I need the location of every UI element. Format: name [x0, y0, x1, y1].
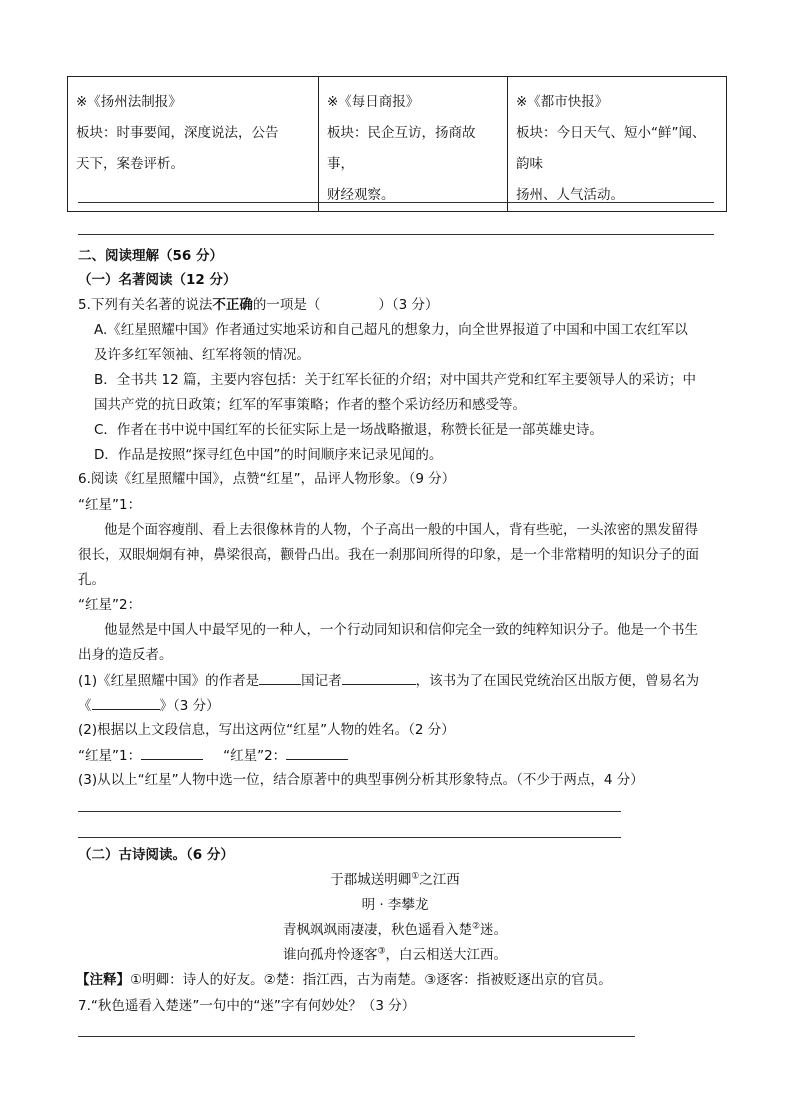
newspaper-blocks: 板块：民企互访，扬商故事， 财经观察。	[327, 125, 476, 203]
star-1-passage-end: 孔。	[78, 572, 105, 588]
alt-title-blank[interactable]	[92, 695, 160, 710]
poem-notes: 【注释】①明卿：诗人的好友。②楚：指江西，古为南楚。③逐客：指被贬逐出京的官员。	[76, 972, 612, 988]
star-1-passage-cont: 很长，双眼炯炯有神，鼻梁很高，颧骨凸出。我在一刹那间所得的印象，是一个非常精明的知识分子的面	[78, 547, 699, 563]
question-6-1-cont: 《 》（3 分）	[78, 695, 220, 716]
part-title: （一）名著阅读（12 分）	[78, 272, 237, 288]
poem-author: 明 · 李攀龙	[361, 897, 429, 913]
star-2-name-blank[interactable]	[286, 745, 348, 760]
question-6-2-answers: “红星”1： “红星”2：	[78, 745, 348, 766]
answer-line[interactable]	[78, 234, 714, 235]
star-2-label: “红星”2：	[78, 597, 142, 613]
star-1-label: “红星”1：	[78, 497, 142, 513]
option-b-cont: 国共产党的抗日政策；红军的军事策略；作者的整个采访经历和感受等。	[94, 397, 526, 413]
option-d: D．作品是按照“探寻红色中国”的时间顺序来记录见闻的。	[94, 447, 443, 463]
poem-line-1: 青枫飒飒雨凄凄，秋色遥看入楚②迷。	[282, 921, 508, 938]
question-6-stem: 6.阅读《红星照耀中国》，点赞“红星”，品评人物形象。（9 分）	[78, 471, 456, 487]
newspaper-name: ※《每日商报》	[327, 94, 420, 110]
star-1-name-blank[interactable]	[141, 745, 203, 760]
newspaper-blocks: 板块：时事要闻，深度说法，公告 天下，案卷评析。	[76, 125, 279, 172]
question-6-3: (3)从以上“红星”人物中选一位，结合原著中的典型事例分析其形象特点。（不少于两点，4 分）	[78, 772, 644, 788]
question-6-2: (2)根据以上文段信息，写出这两位“红星”人物的姓名。（2 分）	[78, 722, 455, 738]
option-a: A.《红星照耀中国》作者通过实地采访和自己超凡的想象力，向全世界报道了中国和中国工农红军以	[94, 322, 688, 338]
newspaper-name: ※《都市快报》	[516, 94, 609, 110]
poem-line-2: 谁向孤舟怜逐客③，白云相送大江西。	[282, 946, 508, 963]
question-7: 7.“秋色遥看入楚迷”一句中的“迷”字有何妙处？（3 分）	[78, 998, 416, 1014]
option-b: B．全书共 12 篇，主要内容包括：关于红军长征的介绍；对中国共产党和红军主要领导人的采访；中	[94, 372, 697, 388]
star-1-passage: 他是个面容瘦削、看上去很像林肯的人物，个子高出一般的中国人，背有些驼，一头浓密的黑发留得	[104, 522, 698, 538]
part-title: （二）古诗阅读。（6 分）	[78, 847, 234, 863]
author-name-blank[interactable]	[342, 670, 416, 685]
newspaper-cell-metro	[508, 77, 727, 212]
question-5-stem: 5.下列有关名著的说法不正确的一项是（ ）（3 分）	[78, 297, 439, 313]
star-2-passage: 他显然是中国人中最罕见的一种人，一个行动同知识和信仰完全一致的纯粹知识分子。他是一个书生	[104, 622, 698, 638]
poem-title: 于郡城送明卿①之江西	[330, 871, 460, 888]
question-6-1: (1)《红星照耀中国》的作者是 国记者 ，该书为了在国民党统治区出版方便，曾易名为	[78, 670, 699, 691]
author-nationality-blank[interactable]	[259, 670, 301, 685]
newspaper-cell-yangzhou	[68, 77, 319, 212]
newspaper-name: ※《扬州法制报》	[76, 94, 182, 110]
option-c: C．作者在书中说中国红军的长征实际上是一场战略撤退，称赞长征是一部英雄史诗。	[94, 422, 603, 438]
answer-line[interactable]	[78, 1036, 635, 1037]
newspaper-cell-business	[319, 77, 508, 212]
answer-line[interactable]	[78, 202, 714, 203]
star-2-passage-cont: 出身的造反者。	[78, 647, 173, 663]
newspaper-blocks: 板块：今日天气、短小“鲜”闻、韵味 扬州、人气活动。	[516, 125, 706, 203]
answer-line[interactable]	[78, 837, 621, 838]
answer-line[interactable]	[78, 811, 621, 812]
section-title: 二、阅读理解（56 分）	[78, 248, 223, 264]
newspaper-table	[67, 76, 727, 212]
option-a-cont: 及许多红军领袖、红军将领的情况。	[94, 347, 310, 363]
